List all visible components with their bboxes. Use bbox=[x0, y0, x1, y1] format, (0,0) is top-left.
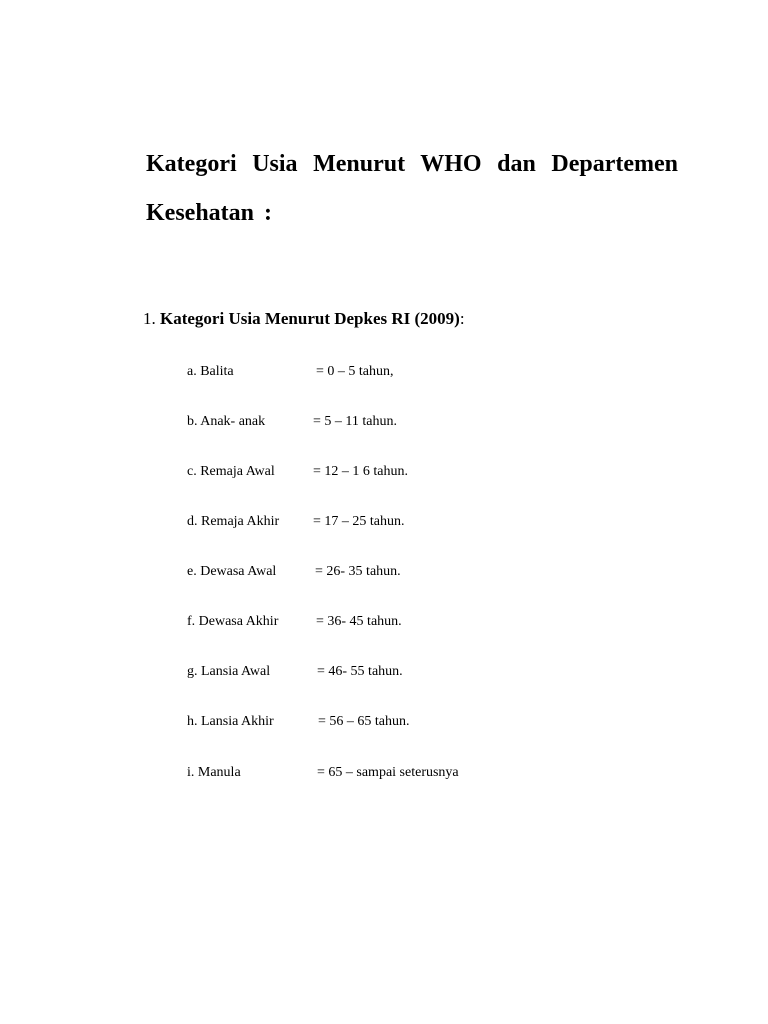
item-value: = 46- 55 tahun. bbox=[317, 664, 403, 679]
list-item bbox=[187, 612, 607, 632]
item-value: = 17 – 25 tahun. bbox=[313, 514, 405, 529]
list-item bbox=[187, 362, 607, 382]
item-label: i. Manula bbox=[187, 765, 241, 780]
list-item bbox=[187, 412, 607, 432]
item-value: = 36- 45 tahun. bbox=[316, 614, 402, 629]
section-number: 1. bbox=[143, 309, 156, 328]
item-value: = 0 – 5 tahun, bbox=[316, 364, 394, 379]
list-item bbox=[187, 712, 607, 732]
item-label: d. Remaja Akhir bbox=[187, 514, 280, 529]
section-heading bbox=[143, 308, 465, 330]
item-label: h. Lansia Akhir bbox=[187, 714, 274, 729]
document-title: Kategori Usia Menurut WHO dan Departemen Kesehatan : bbox=[146, 151, 678, 226]
section-heading-colon: : bbox=[459, 309, 465, 328]
list-item bbox=[187, 662, 607, 682]
item-value: = 26- 35 tahun. bbox=[315, 564, 401, 579]
item-value: = 56 – 65 tahun. bbox=[318, 714, 410, 729]
list-item bbox=[187, 462, 607, 482]
item-label: g. Lansia Awal bbox=[187, 664, 271, 679]
section-heading-text bbox=[160, 309, 460, 328]
item-value: = 12 – 1 6 tahun. bbox=[313, 464, 408, 479]
item-label: a. Balita bbox=[187, 364, 234, 379]
section-heading-paren: ) bbox=[454, 309, 460, 328]
item-label: f. Dewasa Akhir bbox=[187, 614, 279, 629]
item-label: e. Dewasa Awal bbox=[187, 564, 277, 579]
list-item bbox=[187, 562, 607, 582]
item-label: b. Anak- anak bbox=[187, 414, 266, 429]
item-value: = 65 – sampai seterusnya bbox=[317, 765, 459, 780]
section-heading-main: Kategori Usia Menurut Depkes RI (2009 bbox=[160, 309, 455, 328]
item-label: c. Remaja Awal bbox=[187, 464, 275, 479]
list-item bbox=[187, 512, 607, 532]
item-value: = 5 – 11 tahun. bbox=[313, 414, 397, 429]
list-item bbox=[187, 763, 607, 783]
